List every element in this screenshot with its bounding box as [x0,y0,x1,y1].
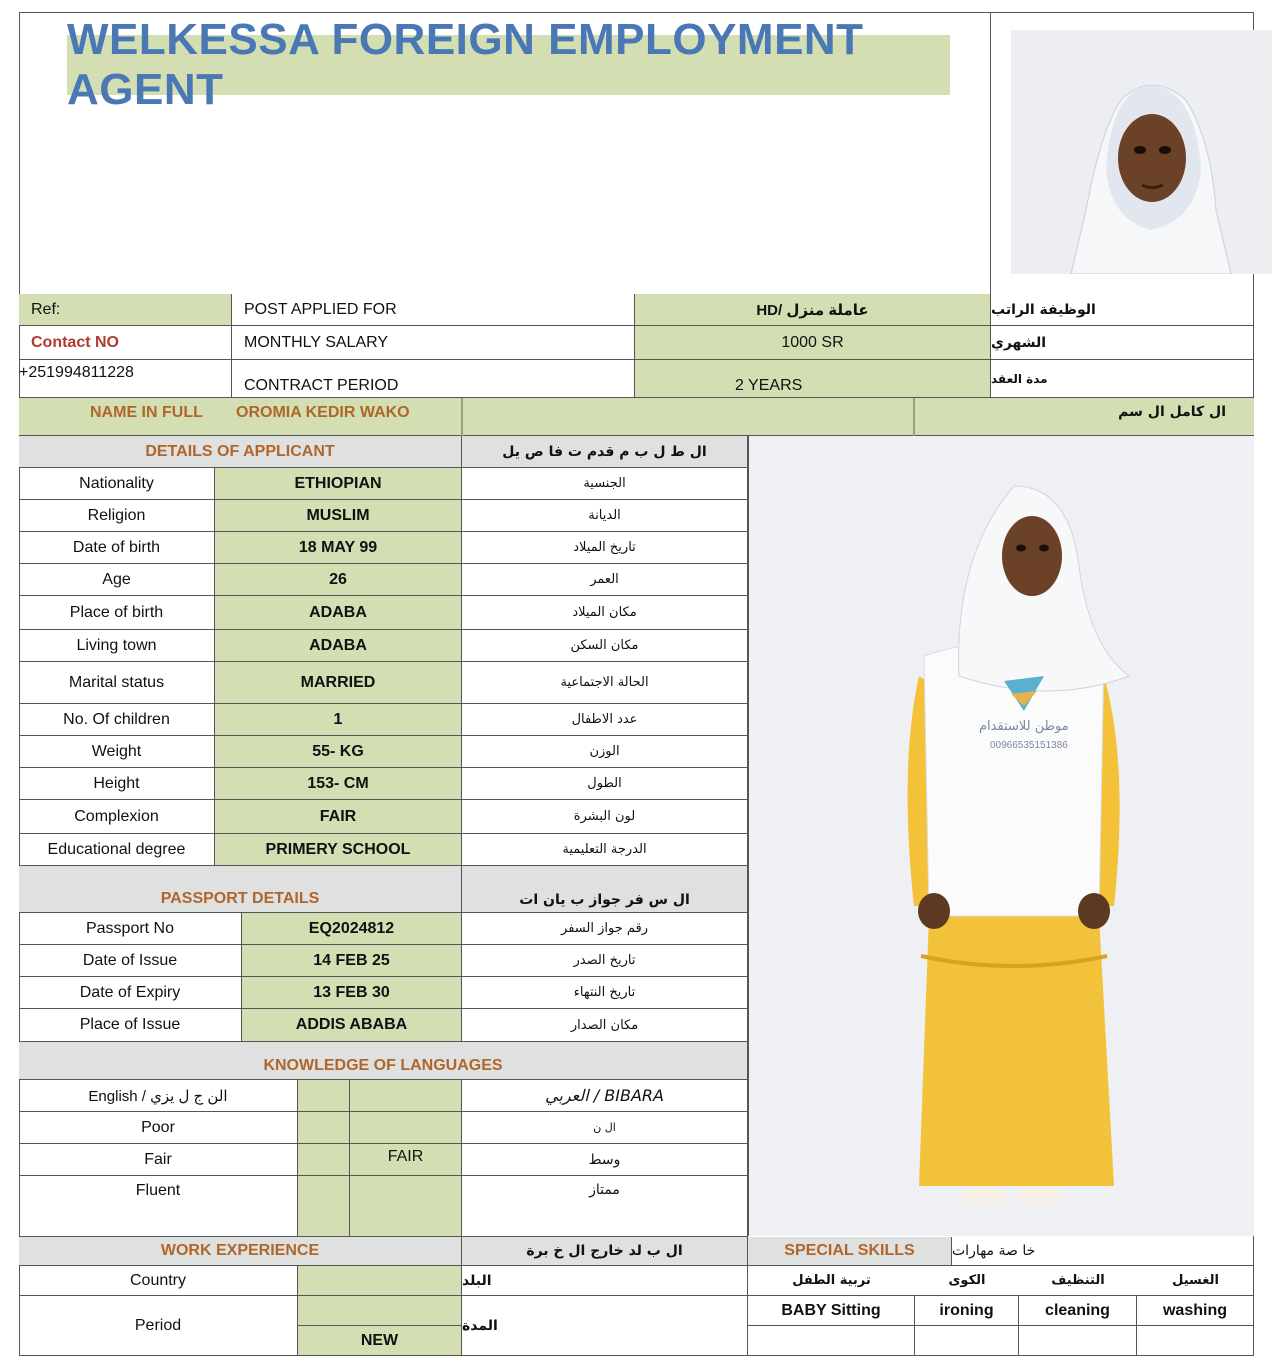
skills-blank-cell [748,1326,915,1356]
detail-value: FAIR [215,800,462,834]
lang-fair-ar: وسط [462,1144,748,1176]
detail-value: 26 [215,564,462,596]
salary-value: 1000 SR [635,326,991,360]
headshot-photo [1011,30,1272,274]
lang-english-label: English / الن ج ل يزي [19,1080,298,1112]
post-value: HD/ عاملة منزل [635,294,991,326]
details-header-ar: ال ط ل ب م قدم ت فا ص يل [462,436,748,468]
detail-label: Marital status [19,662,215,704]
detail-ar: الطول [462,768,748,800]
lang-poor-a [298,1112,350,1144]
lang-poor-ar: ال ن [462,1112,748,1144]
skill-item: ironing [915,1296,1019,1326]
contact-value: +251994811228 [19,360,232,398]
detail-value: MUSLIM [215,500,462,532]
vest-phone-text: 00966535151386 [990,740,1068,751]
post-ar: الوظيفة الراتب [991,294,1254,326]
post-label: POST APPLIED FOR [232,294,635,326]
detail-ar: تاريخ الميلاد [462,532,748,564]
lang-fluent: Fluent [19,1176,298,1237]
passport-value: EQ2024812 [242,913,462,945]
detail-ar: لون البشرة [462,800,748,834]
passport-value: 14 FEB 25 [242,945,462,977]
skill-ar: الكوى [915,1266,1019,1296]
lang-poor: Poor [19,1112,298,1144]
skills-blank-cell [915,1326,1019,1356]
work-period-label: Period [19,1296,298,1356]
passport-ar: تاريخ الصدر [462,945,748,977]
salary-label: MONTHLY SALARY [232,326,635,360]
passport-ar: رقم جواز السفر [462,913,748,945]
detail-label: Place of birth [19,596,215,630]
lang-fluent-ar: ممتاز [462,1176,748,1237]
passport-value: 13 FEB 30 [242,977,462,1009]
lang-arabic-label: BIBARA / العربي [462,1080,748,1112]
work-period-blank [298,1296,462,1326]
detail-label: Complexion [19,800,215,834]
lang-fluent-b [350,1176,462,1237]
name-ar: ال كامل ال سم [1118,404,1226,420]
work-country-label: Country [19,1266,298,1296]
passport-label: Passport No [19,913,242,945]
detail-value: ADABA [215,630,462,662]
lang-fluent-a [298,1176,350,1237]
passport-label: Date of Issue [19,945,242,977]
salary-ar: الشهري [991,326,1254,360]
detail-label: Religion [19,500,215,532]
name-value: OROMIA KEDIR WAKO [236,404,410,421]
skill-ar: تربية الطفل [748,1266,915,1296]
detail-label: Living town [19,630,215,662]
detail-label: Educational degree [19,834,215,866]
skill-ar: التنظيف [1019,1266,1137,1296]
skill-item: cleaning [1019,1296,1137,1326]
skills-header-ar: خا صة مهارات [952,1237,1254,1266]
skill-ar: الغسيل [1137,1266,1254,1296]
detail-label: Nationality [19,468,215,500]
vest-logo-text: موطن للاستقدام [979,719,1069,734]
detail-value: PRIMERY SCHOOL [215,834,462,866]
detail-ar: الديانة [462,500,748,532]
skill-item: BABY Sitting [748,1296,915,1326]
detail-value: 18 MAY 99 [215,532,462,564]
passport-label: Place of Issue [19,1009,242,1042]
detail-label: No. Of children [19,704,215,736]
work-country-ar: البلد [462,1266,748,1296]
contract-ar: مدة العقد [991,360,1254,398]
skills-blank-cell [1137,1326,1254,1356]
detail-value: 1 [215,704,462,736]
lang-poor-b [350,1112,462,1144]
work-header-ar: ال ب لد خارج ال خ برة [462,1237,748,1266]
passport-value: ADDIS ABABA [242,1009,462,1042]
full-body-photo [748,436,1254,1236]
detail-label: Date of birth [19,532,215,564]
work-country-value [298,1266,462,1296]
passport-header: PASSPORT DETAILS [19,866,462,913]
name-divider-2 [913,398,915,436]
ref-label: Ref: [19,294,232,326]
passport-header-ar: ال س فر جواز ب يان ات [462,866,748,913]
detail-value: ADABA [215,596,462,630]
lang-fair-value: FAIR [350,1144,462,1176]
work-header: WORK EXPERIENCE [19,1237,462,1266]
name-divider [461,398,463,436]
detail-ar: الجنسية [462,468,748,500]
detail-value: 55- KG [215,736,462,768]
detail-value: MARRIED [215,662,462,704]
work-period-value: NEW [298,1326,462,1356]
detail-ar: مكان الميلاد [462,596,748,630]
passport-ar: مكان الصدار [462,1009,748,1042]
passport-ar: تاريخ النتهاء [462,977,748,1009]
detail-ar: مكان السكن [462,630,748,662]
contract-label: CONTRACT PERIOD [232,360,635,398]
detail-ar: العمر [462,564,748,596]
contact-label: Contact NO [19,326,232,360]
skills-blank-cell [1019,1326,1137,1356]
detail-ar: الحالة الاجتماعية [462,662,748,704]
name-label: NAME IN FULL [90,404,203,421]
skills-header: SPECIAL SKILLS [748,1237,952,1266]
contract-value: 2 YEARS [635,360,991,398]
languages-header: KNOWLEDGE OF LANGUAGES [19,1042,748,1080]
detail-value: 153- CM [215,768,462,800]
lang-col-b [350,1080,462,1112]
detail-ar: عدد الاطفال [462,704,748,736]
passport-label: Date of Expiry [19,977,242,1009]
detail-value: ETHIOPIAN [215,468,462,500]
detail-label: Weight [19,736,215,768]
detail-ar: الوزن [462,736,748,768]
lang-col-a [298,1080,350,1112]
work-period-ar: المدة [462,1296,748,1356]
page-title: WELKESSA FOREIGN EMPLOYMENT AGENT [67,35,950,95]
lang-fair-a [298,1144,350,1176]
detail-ar: الدرجة التعليمية [462,834,748,866]
skill-item: washing [1137,1296,1254,1326]
detail-label: Age [19,564,215,596]
lang-fair: Fair [19,1144,298,1176]
detail-label: Height [19,768,215,800]
details-header: DETAILS OF APPLICANT [19,436,462,468]
